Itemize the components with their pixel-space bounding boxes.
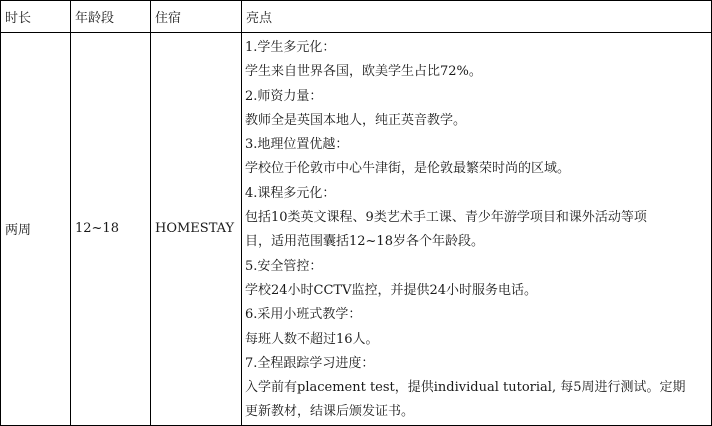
cell-age-group: 12~18 <box>71 33 151 426</box>
highlight-line: 入学前有placement test，提供individual tutorial, 每5周进行测试。定期 <box>245 380 686 396</box>
highlight-line: 目，适用范围囊括12~18岁各个年龄段。 <box>245 234 484 250</box>
table-row <box>1 33 712 426</box>
cell-highlights <box>242 33 712 426</box>
highlight-line: 2.师资力量： <box>245 88 323 104</box>
highlight-line: 学校位于伦敦市中心牛津街，是伦敦最繁荣时尚的区域。 <box>245 161 571 177</box>
header-duration: 时长 <box>1 1 71 33</box>
header-accommodation: 住宿 <box>151 1 242 33</box>
highlight-line: 1.学生多元化： <box>245 40 336 55</box>
header-highlights: 亮点 <box>242 1 712 33</box>
highlight-line: 包括10类英文课程、9类艺术手工课、青少年游学项目和课外活动等项 <box>245 210 647 226</box>
table-header-row <box>1 1 712 33</box>
highlight-line: 更新教材，结课后颁发证书。 <box>245 404 415 420</box>
highlight-line: 3.地理位置优越： <box>245 137 349 153</box>
highlight-line: 教师全是英国本地人，纯正英音教学。 <box>245 112 467 128</box>
highlight-line: 学校24小时CCTV监控，并提供24小时服务电话。 <box>245 282 538 298</box>
header-age-group: 年龄段 <box>71 1 151 33</box>
cell-accommodation: HOMESTAY <box>151 33 242 426</box>
highlight-line: 6.采用小班式教学： <box>245 307 362 323</box>
highlight-line: 5.安全管控： <box>245 258 323 274</box>
highlight-line: 学生来自世界各国，欧美学生占比72%。 <box>245 64 482 80</box>
highlight-line: 4.课程多元化： <box>245 185 336 201</box>
highlight-line: 每班人数不超过16人。 <box>245 331 379 347</box>
cell-duration: 两周 <box>1 33 71 426</box>
highlight-line: 7.全程跟踪学习进度： <box>245 355 375 371</box>
